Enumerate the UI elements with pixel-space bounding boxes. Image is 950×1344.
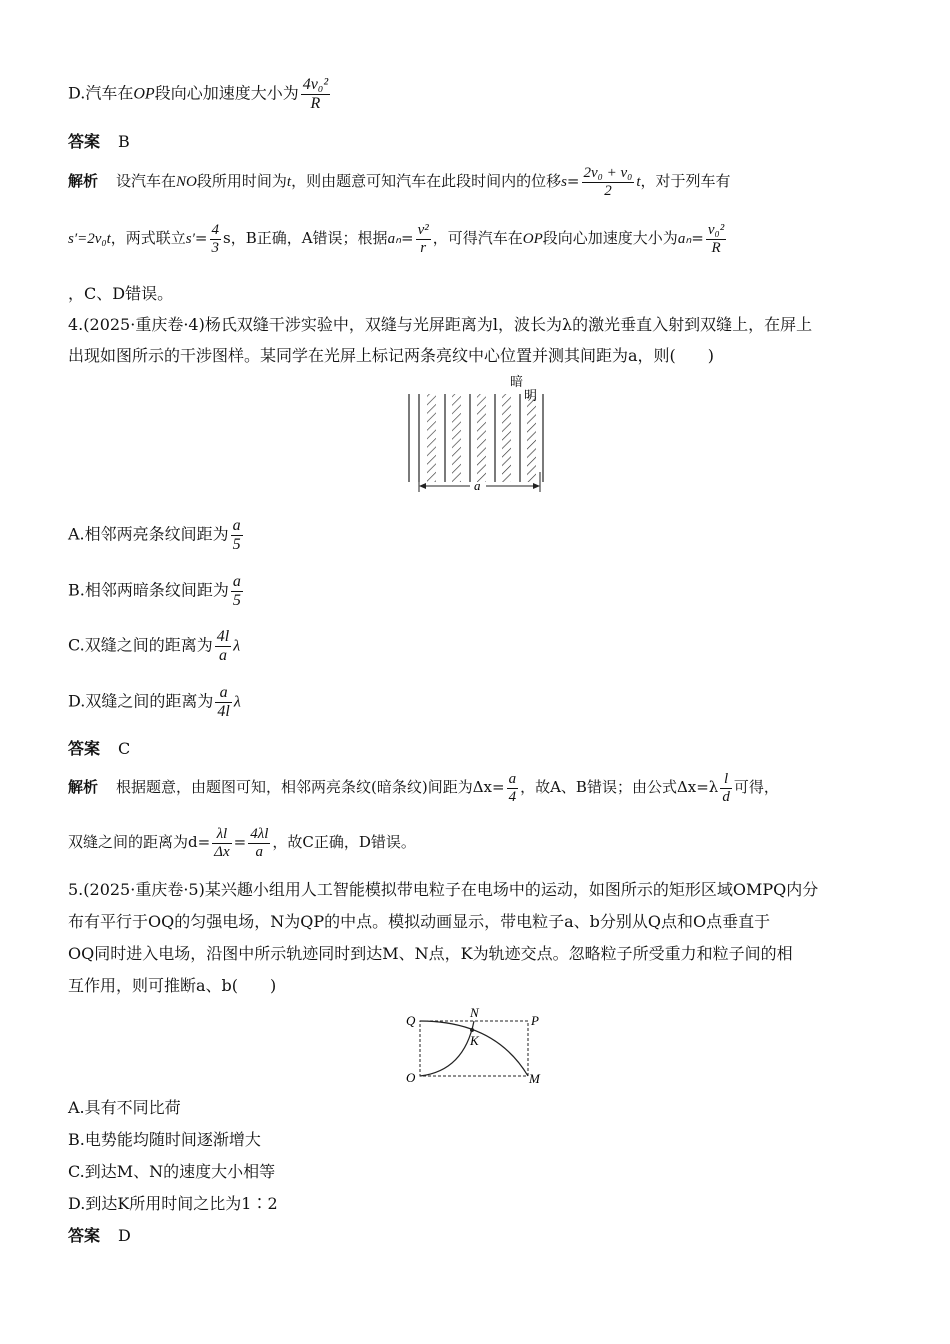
q5-answer: 答案 D [68, 1226, 131, 1245]
label-k: K [470, 1033, 479, 1048]
q5-stem-line1: 5.(2025·重庆卷·5)某兴趣小组用人工智能模拟带电粒子在电场中的运动，如图所示的矩形区域OMPQ内分 [68, 880, 819, 899]
q3-option-d: D.汽车在OP段向心加速度大小为 $\frac{\text{4v₀²}}{R}$ [68, 76, 329, 112]
label-o: O [406, 1070, 416, 1085]
trajectory-a [420, 1021, 528, 1076]
label-m: M [529, 1071, 540, 1086]
region-rectangle [420, 1021, 528, 1076]
q5-option-b: B.电势能均随时间逐渐增大 [68, 1130, 261, 1149]
q3-ratio-fraction: $\frac{4}{3}$ [211, 222, 219, 256]
q3-answer: 答案 B [68, 132, 130, 151]
q4-analysis-line2: 双缝之间的距离为d= $\frac{\lambda l}{\Delta x}$ = $\frac{4\lambda l}{a}$ ，故C正确，D错误。 [68, 826, 416, 860]
q3-op-fraction: $\frac{\text{v₀²}}{R}$ [707, 222, 725, 256]
label-dark: 暗 [510, 374, 524, 389]
q3-option-d-fraction: $\frac{\text{4v₀²}}{R}$ [302, 76, 329, 112]
label-q: Q [406, 1013, 416, 1028]
q5-stem-line3: OQ同时进入电场，沿图中所示轨迹同时到达M、N点，K为轨迹交点。忽略粒子所受重力和粒子间的相 [68, 944, 793, 963]
q5-option-c: C.到达M、N的速度大小相等 [68, 1162, 276, 1181]
label-bright: 明 [524, 388, 538, 403]
q5-stem-line4: 互作用，则可推断a、b( ) [68, 976, 277, 995]
q4-option-c: C.双缝之间的距离为 $\frac{4l}{a}$ λ [68, 628, 241, 664]
q4-stem-line2: 出现如图所示的干涉图样。某同学在光屏上标记两条亮纹中心位置并测其间距为a，则( ) [68, 346, 715, 365]
q4-stem-line1: 4.(2025·重庆卷·4)杨氏双缝干涉实验中，双缝与光屏距离为l，波长为λ的激光垂直入射到双缝上，在屏上 [68, 315, 813, 334]
q5-stem-line2: 布有平行于OQ的匀强电场，N为QP的中点。模拟动画显示，带电粒子a、b分别从Q点和O点垂直于 [68, 912, 771, 931]
trajectory-b [420, 1021, 474, 1076]
q4-option-d: D.双缝之间的距离为 $\frac{a}{4l}$ λ [68, 684, 241, 720]
q3-analysis-line1: 解析 设汽车在NO段所用时间为t，则由题意可知汽车在此段时间内的位移s= $\frac{\text{2v₀ + v₀}}{2}$ t，对于列车有 [68, 165, 731, 199]
q5-option-d: D.到达K所用时间之比为1∶2 [68, 1194, 278, 1213]
point-k [470, 1028, 474, 1032]
q3-displacement-fraction: $\frac{\text{2v₀ + v₀}}{2}$ [583, 165, 633, 199]
q4-interference-figure [400, 372, 550, 498]
label-a: a [474, 478, 481, 493]
q3-analysis-line2: s′=2v₀t，两式联立s′= $\frac{4}{3}$ s，B正确，A错误；根据aₙ= $\frac{\text{v²}}{r}$ ，可得汽车在OP段向心加速度大小为aₙ= $\frac{\text{v₀²}}{R}$ [68, 222, 725, 256]
label-p: P [531, 1013, 539, 1028]
q5-option-a: A.具有不同比荷 [68, 1098, 181, 1117]
q5-field-figure [400, 1005, 550, 1091]
q4-answer: 答案 C [68, 739, 131, 758]
q4-analysis-line1: 解析 根据题意，由题图可知，相邻两亮条纹(暗条纹)间距为Δx= $\frac{a}{4}$ ，故A、B错误；由公式Δx=λ $\frac{l}{d}$ 可得， [68, 771, 779, 805]
q3-centripetal-fraction: $\frac{\text{v²}}{r}$ [417, 222, 429, 256]
q4-option-a: A.相邻两亮条纹间距为 $\frac{a}{5}$ [68, 517, 241, 553]
label-n: N [470, 1005, 479, 1020]
q4-option-b: B.相邻两暗条纹间距为 $\frac{a}{5}$ [68, 573, 241, 609]
q3-analysis-line3: ，C、D错误。 [68, 284, 174, 303]
